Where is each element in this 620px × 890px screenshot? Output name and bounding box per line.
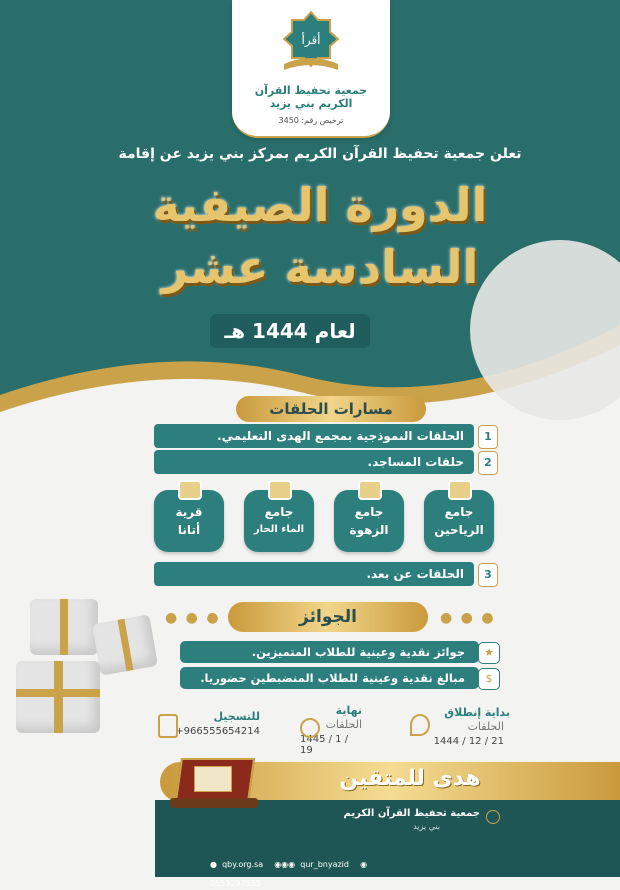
track-item-1: الحلقات النموذجية بمجمع الهدى التعليمي.: [154, 424, 474, 448]
mosque-card-4-line2: أتانا: [177, 523, 201, 537]
info-end: [300, 704, 400, 754]
start-sub: الحلقات: [467, 720, 504, 733]
mosque-card-2-line2: الزهوة: [349, 523, 389, 537]
info-register: [158, 710, 268, 750]
title-line2: السادسة عشر: [161, 240, 479, 294]
dots-decoration-left: ● ● ●: [165, 610, 221, 626]
track-item-3: الحلقات عن بعد.: [154, 562, 474, 586]
footer-org: [290, 808, 500, 844]
mosque-icon: [178, 480, 202, 500]
phone-icon: ◉: [360, 860, 368, 869]
footer-logo-icon: [486, 810, 500, 824]
prize-item-1: جوائز نقدية وعينية للطلاب المتميزين.: [180, 641, 479, 663]
prize-item-2: مبالغ نقدية وعينية للطلاب المنضبطين حضوريا.: [180, 667, 479, 689]
mosque-card-2-line1: جامع: [354, 505, 384, 519]
tracks-heading: مسارات الحلقات: [236, 396, 426, 422]
start-date: 1444 / 12 / 21: [433, 736, 504, 747]
footer-website[interactable]: qby.org.sa: [222, 860, 264, 869]
register-phone: +966555654214: [175, 726, 260, 737]
mosque-card-3: [244, 490, 314, 552]
mosque-card-2: [334, 490, 404, 552]
footer-org-name: جمعية تحفيظ القرآن الكريم: [343, 808, 480, 819]
footer-org-sub: بني يزيد: [413, 822, 440, 831]
quran-book-illustration: [170, 748, 260, 818]
location-pin-icon: [410, 714, 430, 736]
flag-icon: [300, 718, 320, 738]
gifts-illustration: [12, 585, 162, 740]
prize-icon: ★: [478, 642, 500, 664]
logo-org-name: [232, 84, 390, 110]
end-label: نهاية: [335, 704, 362, 717]
track-number-3: 3: [478, 563, 498, 587]
social-icons: ◉◉◉: [274, 860, 296, 869]
footer-handle[interactable]: qur_bnyazid: [300, 860, 349, 869]
register-label: للتسجيل: [213, 710, 260, 723]
prize-icon: $: [478, 668, 500, 690]
logo-emblem: [276, 8, 346, 78]
logo-card: [232, 0, 390, 138]
mosque-card-4-line1: قرية: [175, 505, 203, 519]
mosque-card-1-line2: الرياحين: [434, 523, 484, 537]
announcement-text: تعلن جمعية تحفيظ القرآن الكريم بمركز بني يزيد عن إقامة: [118, 146, 522, 162]
mosque-card-3-line1: جامع: [264, 505, 294, 519]
mosque-card-1-line1: جامع: [444, 505, 474, 519]
start-label: بداية إنطلاق: [444, 706, 510, 719]
mosque-icon: [268, 480, 292, 500]
mosque-card-4: [154, 490, 224, 552]
end-date: 1445 / 1 / 19: [300, 734, 349, 756]
prizes-heading: الجوائز: [228, 602, 428, 632]
mosque-icon: [448, 480, 472, 500]
document-icon: [158, 714, 178, 738]
mosque-icon: [358, 480, 382, 500]
info-start: [410, 706, 510, 756]
end-sub: الحلقات: [325, 718, 362, 731]
svg-text:أقرأ: أقرأ: [301, 33, 321, 47]
footer-phone[interactable]: 0553297555: [210, 879, 261, 888]
mosque-card-3-line2: الماء الحار: [253, 524, 305, 535]
org-name-line2: الكريم بني يزيد: [269, 97, 353, 110]
slogan: هدى للمتقين: [339, 766, 481, 791]
mosque-card-1: [424, 490, 494, 552]
globe-icon: ●: [210, 860, 217, 869]
license-number: ترخيص رقم: 3450: [278, 116, 344, 125]
dots-decoration-right: ● ● ●: [440, 610, 496, 626]
org-name-line1: جمعية تحفيظ القرآن: [254, 84, 368, 97]
track-number-1: 1: [478, 425, 498, 449]
year-badge: لعام 1444 هـ: [210, 314, 370, 348]
footer-contacts: [210, 852, 400, 888]
title-line1: الدورة الصيفية: [152, 178, 488, 232]
track-item-2: حلقات المساجد.: [154, 450, 474, 474]
track-number-2: 2: [478, 451, 498, 475]
